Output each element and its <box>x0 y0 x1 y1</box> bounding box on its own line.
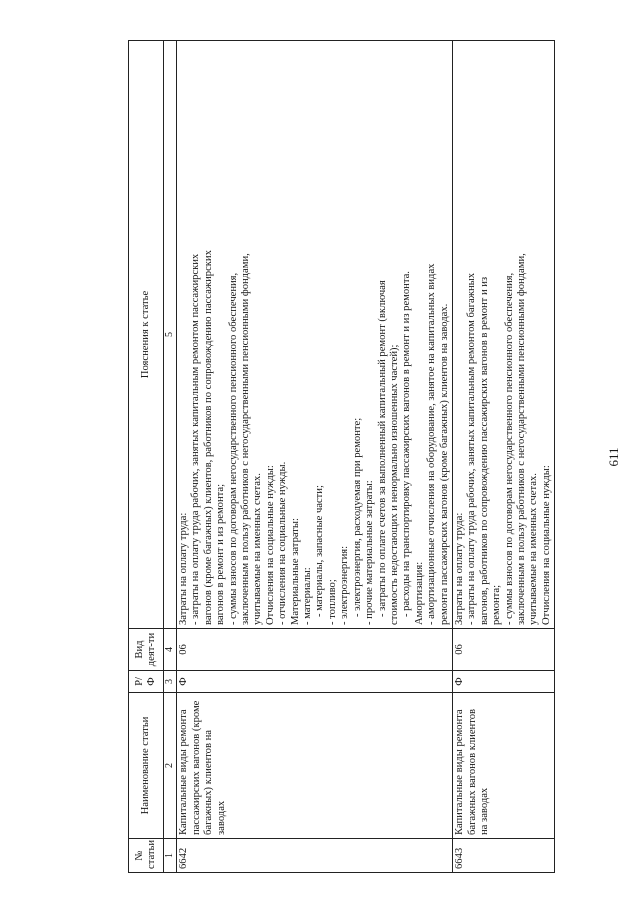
expense-items-table <box>128 40 555 873</box>
column-number-row <box>164 41 177 873</box>
explanation-line: Амортизация: <box>413 561 425 625</box>
item-rf: Ф <box>177 671 453 693</box>
item-rf: Ф <box>452 671 554 693</box>
item-name: Капитальные виды ремонта багажных вагонов клиентов на заводах <box>453 708 491 835</box>
item-name: Капитальные виды ремонта пассажирских вагонов (кроме багажных) клиентов на заводах <box>178 700 227 835</box>
header-rf: Р/ Ф <box>129 671 164 693</box>
explanation-line: - электроэнергия: <box>339 545 351 625</box>
column-number: 4 <box>164 629 177 671</box>
column-number: 1 <box>164 839 177 873</box>
explanation-line: Отчисления на социальные нужды: <box>540 465 552 625</box>
header-explanation: Пояснения к статье <box>129 41 164 629</box>
explanation-line: ремонта; <box>491 584 503 625</box>
explanation-line: - топливо; <box>326 579 338 625</box>
header-item-number: № статьи <box>129 839 164 873</box>
item-code: 6642 <box>177 839 453 873</box>
column-number: 3 <box>164 671 177 693</box>
page-number: 611 <box>606 447 621 467</box>
column-number: 5 <box>164 41 177 629</box>
table-row <box>177 41 453 873</box>
explanation-line: - затраты на оплату труда рабочих, занятых капитальным ремонтом пассажирских <box>190 253 202 625</box>
explanation-line: - прочие материальные затраты: <box>364 480 376 625</box>
header-activity-type: Вид деят-ти <box>129 629 164 671</box>
item-name-cell <box>452 693 554 839</box>
explanation-line: вагонов в ремонт и из ремонта; <box>215 483 227 625</box>
explanation-line: заключенным в пользу работников с негосударственными пенсионными фондами, <box>515 253 527 625</box>
explanation-line: Отчисления на социальные нужды: <box>264 465 276 625</box>
explanation-line: - расходы на транспортировку пассажирских вагонов в ремонт и из ремонта. <box>401 271 413 625</box>
explanation-line: - материалы, запасные части; <box>314 485 326 625</box>
explanation-line: стоимость недостающих и ненормально изношенных частей); <box>388 344 400 625</box>
explanation-line: вагонов, работников по сопровождению пассажирских вагонов в ремонт и из <box>478 276 490 625</box>
explanation-line: - амортизационные отчисления на оборудование, занятое на капитальных видах <box>426 263 438 625</box>
column-number: 2 <box>164 693 177 839</box>
item-name-cell <box>177 693 453 839</box>
item-explanation <box>452 41 554 629</box>
explanation-line: Затраты на оплату труда: <box>178 512 189 625</box>
header-item-name: Наименование статьи <box>129 693 164 839</box>
item-activity-type: 06 <box>452 629 554 671</box>
explanation-line: - материалы: <box>302 567 314 625</box>
explanation-line: Затраты на оплату труда: <box>453 512 465 625</box>
table-row <box>452 41 554 873</box>
item-activity-type: 06 <box>177 629 453 671</box>
explanation-line: - затраты на оплату труда рабочих, занятых капитальным ремонтом багажных <box>466 272 478 625</box>
explanation-line: ремонта пассажирских вагонов (кроме багажных) клиентов на заводах. <box>438 303 450 625</box>
explanation-line: Материальные затраты: <box>289 518 301 625</box>
explanation-line: - суммы взносов по договорам негосударственного пенсионного обеспечения, <box>503 272 515 625</box>
item-explanation <box>177 41 453 629</box>
table-header-row <box>129 41 164 873</box>
explanation-line: вагонов (кроме багажных) клиентов, работников по сопровождению пассажирских <box>202 250 214 625</box>
item-code: 6643 <box>452 839 554 873</box>
explanation-line: заключенным в пользу работников с негосударственными пенсионными фондами, <box>240 253 252 625</box>
explanation-line: учитываемые на именных счетах. <box>528 473 540 625</box>
explanation-line: - отчисления на социальные нужды. <box>277 461 289 625</box>
explanation-line: - электроэнергия, расходуемая при ремонте; <box>351 417 363 625</box>
explanation-line: учитываемые на именных счетах. <box>252 473 264 625</box>
explanation-line: - затраты по оплате счетов за выполненный капитальный ремонт (включая <box>376 280 388 625</box>
explanation-line: - суммы взносов по договорам негосударственного пенсионного обеспечения, <box>227 272 239 625</box>
